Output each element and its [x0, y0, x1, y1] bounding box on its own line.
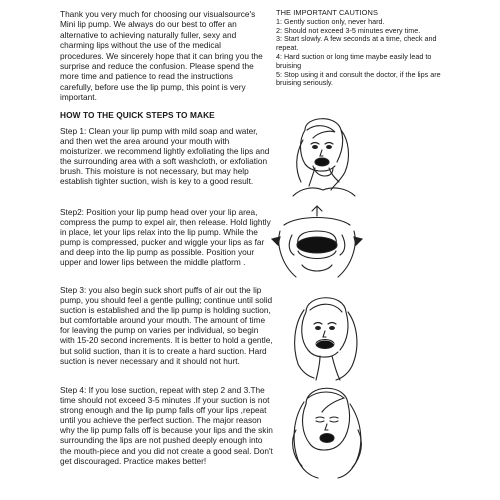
- step-1: [60, 126, 273, 187]
- cautions-title: THE IMPORTANT CAUTIONS: [276, 8, 378, 17]
- step-2-text: Step2: Position your lip pump head over your lip area, compress the pump to expel air, then release. Hold lightly in place, let your lips relax into the lip pump. While the pump is compressed, pucker and wiggle your lips as far and deep into the lip pump as possible. Position your upper and lower lips between the middle platform .: [60, 207, 271, 268]
- step-4-text: Step 4: If you lose suction, repeat with step 2 and 3.The time should not exceed 3-5 minutes .If your suction is not strong enough and the lip pump falls off your lips ,repeat until you achieve the perfect suction. The major reason why the lip pump falls off is because your lips and the skin surrounding the lips are not pushed deeply enough into the mouth-piece and you did not create a good seal. Don't get discouraged. Practice makes better!: [60, 385, 273, 466]
- intro-text-block: [60, 9, 265, 103]
- caution-item: 3: Start slowly. A few seconds at a time, check and repeat.: [276, 34, 437, 53]
- caution-item: 5: Stop using it and consult the doctor, if the lips are bruising seriously.: [276, 69, 441, 88]
- step-4-illustration: [282, 380, 372, 480]
- step-1-text: Step 1: Clean your lip pump with mild soap and water, and then wet the area around your mouth with moisturizer. we recommend lightly exfoliating the lips and the surrounding area with a soft washcloth, or exfoliation brush. This moisture is not necessary, but may help establish tighter suction, wish is key to a good result.: [60, 126, 270, 187]
- caution-item: 4: Hard suction or long time maybe easily lead to bruising: [276, 51, 432, 70]
- step-4: [60, 385, 273, 466]
- caution-item: 1: Gently suction only, never hard.: [276, 16, 385, 26]
- intro-paragraph: Thank you very much for choosing our visualsource's Mini lip pump. We always do our best to offer an alternative to achieving naturally fuller, sexy and charming lips without the use of the medical procedures. We sincerely hope that it can bring you the surprise and reduce the confusion. Please spend the more time and patience to read the instructions carefully, before use the lip pump, this point is very important.: [60, 9, 263, 103]
- step-3-illustration: [280, 290, 370, 382]
- cautions-block: [276, 9, 454, 88]
- howto-heading: HOW TO THE QUICK STEPS TO MAKE: [60, 110, 215, 120]
- cautions-list: [276, 18, 454, 88]
- step-1-illustration: [275, 110, 367, 202]
- step-3-text: Step 3: you also begin suck short puffs of air out the lip pump, you should feel a gentle pulling; continue until solid suction is established and the lip pump is holding suction, but comfortable around your mouth. The amount of time for leaving the pump on varies per individual, so begin with 15-20 second increments. It is better to hold a gentle, but solid suction, than it is to create a hard suction. Hard suction is never necessary and it should not hurt.: [60, 285, 273, 366]
- step-2-illustration: [262, 205, 372, 285]
- caution-item: 2: Should not exceed 3-5 minutes every time.: [276, 25, 421, 35]
- step-3: [60, 285, 273, 366]
- step-2: [60, 207, 273, 268]
